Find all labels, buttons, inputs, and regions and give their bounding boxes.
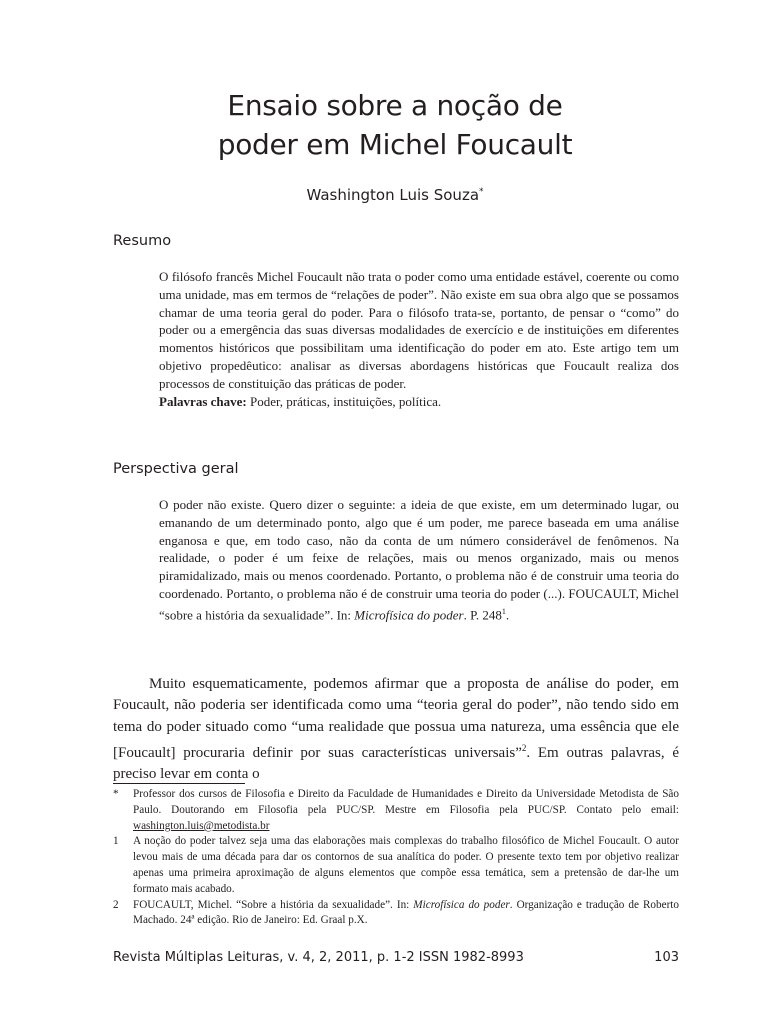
abstract-text: O filósofo francês Michel Foucault não trata o poder como uma entidade estável, coerente ou como uma unidade, mas em termos de “relações de poder”. Não existe em sua obra algo que se possamos chamar de uma teoria geral do poder. Para o filósofo trata-se, portanto, de pensar o “como” do poder ou a emergência das suas diversas modalidades de exercício e de instituições em diferentes momentos históricos que possibilitam uma identificação do poder em ato. Este artigo tem um objetivo propedêutico: analisar as diversas abordagens históricas que Foucault realiza dos processos de constituição das práticas de poder. <box>159 269 679 391</box>
keywords-value: Poder, práticas, instituições, política. <box>249 393 442 409</box>
footnote-2 <box>113 898 679 930</box>
footnote-author <box>113 787 679 834</box>
footnote-text: A noção do poder talvez seja uma das elaborações mais complexas do trabalho filosófico de Michel Foucault. O autor levou mais de uma década para dar os contornos de sua analítica do poder. O presente texto tem por objetivo realizar apenas uma primeira aproximação de alguns elementos que compõe essa temática, sem a pretensão de dar-lhe um formato mais acabado. <box>133 835 679 895</box>
footnote-text-after: . Organização e tradução de Roberto Machado. 24ª edição. Rio de Janeiro: Ed. Graal p.X. <box>133 898 679 927</box>
footnote-1 <box>113 834 679 897</box>
footnote-mark: 2 <box>113 898 119 911</box>
page-number: 103 <box>654 950 679 965</box>
keywords-line <box>159 393 679 411</box>
footnote-source-title: Microfísica do poder <box>413 898 510 911</box>
block-quote <box>159 496 679 624</box>
title-line-2: poder em Michel Foucault <box>217 128 573 161</box>
keywords-label: Palavras chave: <box>159 393 247 409</box>
paragraph-text <box>113 674 679 785</box>
article-title <box>110 86 680 164</box>
author-name <box>110 186 680 204</box>
quote-text <box>159 496 679 624</box>
footnotes <box>113 787 679 929</box>
footnote-mark: 1 <box>113 835 119 848</box>
author-footnote-mark: * <box>479 187 484 197</box>
paragraph-body: Muito esquematicamente, podemos afirmar que a proposta de análise do poder, em Foucault, não poderia ser identificada como uma “teoria geral do poder”, não tendo sido em tema do poder situado como “uma realidade que possua uma natureza, uma essência que ele [Foucault] procuraria definir por suas características universais” <box>113 676 679 761</box>
footnote-text: FOUCAULT, Michel. “Sobre a história da sexualidade”. In: <box>133 898 414 911</box>
paragraph-tail: . Em outras palavras, é preciso levar em conta o <box>113 744 679 783</box>
abstract-heading: Resumo <box>113 233 172 249</box>
footnote-text: Professor dos cursos de Filosofia e Direito da Faculdade de Humanidades e Direito da Universidade Metodista de São Paulo. Doutorando em Filosofia pela PUC/SP. Mestre em Filosofia pela PUC/SP. Contato pelo email: <box>133 788 679 816</box>
title-line-1: Ensaio sobre a noção de <box>227 89 563 122</box>
abstract-block <box>159 268 679 410</box>
paragraph-footnote-ref: 2 <box>521 742 527 753</box>
author-email-link[interactable]: washington.luis@metodista.br <box>133 819 270 832</box>
footnote-divider <box>113 783 245 784</box>
section-heading: Perspectiva geral <box>113 461 239 477</box>
journal-citation: Revista Múltiplas Leituras, v. 4, 2, 2011, p. 1-2 ISSN 1982-8993 <box>113 950 524 965</box>
author-name-text: Washington Luis Souza <box>306 186 480 204</box>
quote-footnote-ref: 1 <box>501 606 506 616</box>
body-paragraph <box>113 674 679 785</box>
footnote-mark: * <box>113 788 119 800</box>
quote-body: O poder não existe. Quero dizer o seguinte: a ideia de que existe, em um determinado lugar, ou emanando de um determinado ponto, algo que é um poder, me parece baseada em uma análise enganosa e que, em todo caso, não da conta de um número considerável de fenômenos. Na realidade, o poder é um feixe de relações, mais ou menos organizado, mais ou menos piramidalizado, mais ou menos coordenado. Portanto, o problema não é de construir uma teoria do coordenado. Portanto, o problema não é de construir uma teoria do poder (...). FOUCAULT, Michel “sobre a história da sexualidade”. In: <box>159 497 679 623</box>
quote-page: . P. 248 <box>463 607 502 623</box>
quote-source-title: Microfísica do poder <box>354 607 464 623</box>
quote-end: . <box>505 607 510 623</box>
